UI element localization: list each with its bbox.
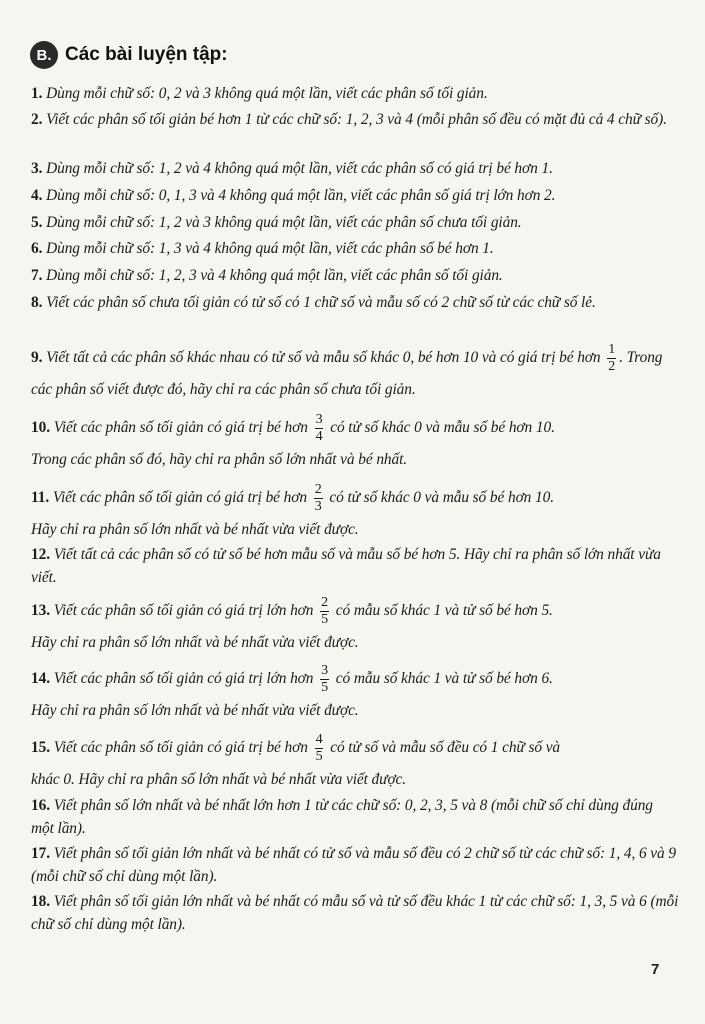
fraction-two-thirds: $\frac{2}{3}$ (314, 482, 322, 514)
exercise-1: 1. Dùng mỗi chữ số: 0, 2 và 3 không quá một lần, viết các phân số tối giản. (31, 85, 488, 102)
exercise-14: 14. Viết các phân số tối giản có giá trị lớn hơn $\frac{3}{5}$ có mẫu số khác 1 và tử số bé hơn 6. Hãy chỉ ra phân số lớn nhất và bé nhất vừa viết được. (31, 663, 553, 719)
fraction-two-fifths: $\frac{2}{5}$ (321, 595, 329, 627)
section-title: Các bài luyện tập: (65, 44, 228, 65)
fraction-one-half: $\frac{1}{2}$ (608, 342, 616, 374)
section-badge: B. (30, 41, 58, 69)
exercise-8: 8. Viết các phân số chưa tối giản có tử số có 1 chữ số và mẫu số có 2 chữ số từ các chữ số lẻ. (31, 294, 596, 311)
exercise-3: 3. Dùng mỗi chữ số: 1, 2 và 4 không quá một lần, viết các phân số có giá trị bé hơn 1. (31, 160, 553, 177)
exercise-7: 7. Dùng mỗi chữ số: 1, 2, 3 và 4 không quá một lần, viết các phân số tối giản. (31, 267, 503, 284)
exercise-4: 4. Dùng mỗi chữ số: 0, 1, 3 và 4 không quá một lần, viết các phân số giá trị lớn hơn 2. (31, 187, 556, 204)
exercise-15: 15. Viết các phân số tối giản có giá trị bé hơn $\frac{4}{5}$ có tử số và mẫu số đều có 1 chữ số và khác 0. Hãy chỉ ra phân số lớn nhất và bé nhất vừa viết được. (31, 732, 561, 788)
exercise-13: 13. Viết các phân số tối giản có giá trị lớn hơn $\frac{2}{5}$ có mẫu số khác 1 và tử số bé hơn 5. Hãy chỉ ra phân số lớn nhất và bé nhất vừa viết được. (31, 595, 553, 651)
exercise-17: 17. Viết phân số tối giản lớn nhất và bé nhất có tử số và mẫu số đều có 2 chữ số từ các chữ số: 1, 4, 6 và 9 (mỗi chữ số chỉ dùng một lần). (31, 845, 676, 885)
page-number: 7 (651, 961, 660, 978)
exercise-16: 16. Viết phân số lớn nhất và bé nhất lớn hơn 1 từ các chữ số: 0, 2, 3, 5 và 8 (mỗi chữ số chỉ dùng đúng một lần). (31, 797, 653, 837)
exercise-11: 11. Viết các phân số tối giản có giá trị bé hơn $\frac{2}{3}$ có tử số khác 0 và mẫu số bé hơn 10. Hãy chỉ ra phân số lớn nhất và bé nhất vừa viết được. (31, 482, 554, 538)
exercise-9: 9. Viết tất cả các phân số khác nhau có tử số và mẫu số khác 0, bé hơn 10 và có giá trị bé hơn $\frac{1}{2}$ . Trong các phân số viết được đó, hãy chỉ ra các phân số chưa tối giản. (31, 342, 663, 398)
exercise-2: 2. Viết các phân số tối giản bé hơn 1 từ các chữ số: 1, 2, 3 và 4 (mỗi phân số đều có mặt đủ cả 4 chữ số). (31, 111, 667, 128)
exercise-12: 12. Viết tất cả các phân số có tử số bé hơn mẫu số và mẫu số bé hơn 5. Hãy chỉ ra phân số lớn nhất vừa viết. (31, 546, 661, 586)
exercise-5: 5. Dùng mỗi chữ số: 1, 2 và 3 không quá một lần, viết các phân số chưa tối giản. (31, 214, 522, 231)
exercise-18: 18. Viết phân số tối giản lớn nhất và bé nhất có mẫu số và tử số đều khác 1 từ các chữ số: 1, 3, 5 và 6 (mỗi chữ số chỉ dùng một lần). (31, 893, 679, 933)
fraction-three-quarters: $\frac{3}{4}$ (315, 412, 323, 444)
exercise-10: 10. Viết các phân số tối giản có giá trị bé hơn $\frac{3}{4}$ có tử số khác 0 và mẫu số bé hơn 10. Trong các phân số đó, hãy chỉ ra phân số lớn nhất và bé nhất. (31, 412, 555, 468)
fraction-four-fifths: $\frac{4}{5}$ (315, 732, 323, 764)
fraction-three-fifths: $\frac{3}{5}$ (321, 663, 329, 695)
exercise-6: 6. Dùng mỗi chữ số: 1, 3 và 4 không quá một lần, viết các phân số bé hơn 1. (31, 240, 494, 257)
section-heading (30, 41, 228, 69)
